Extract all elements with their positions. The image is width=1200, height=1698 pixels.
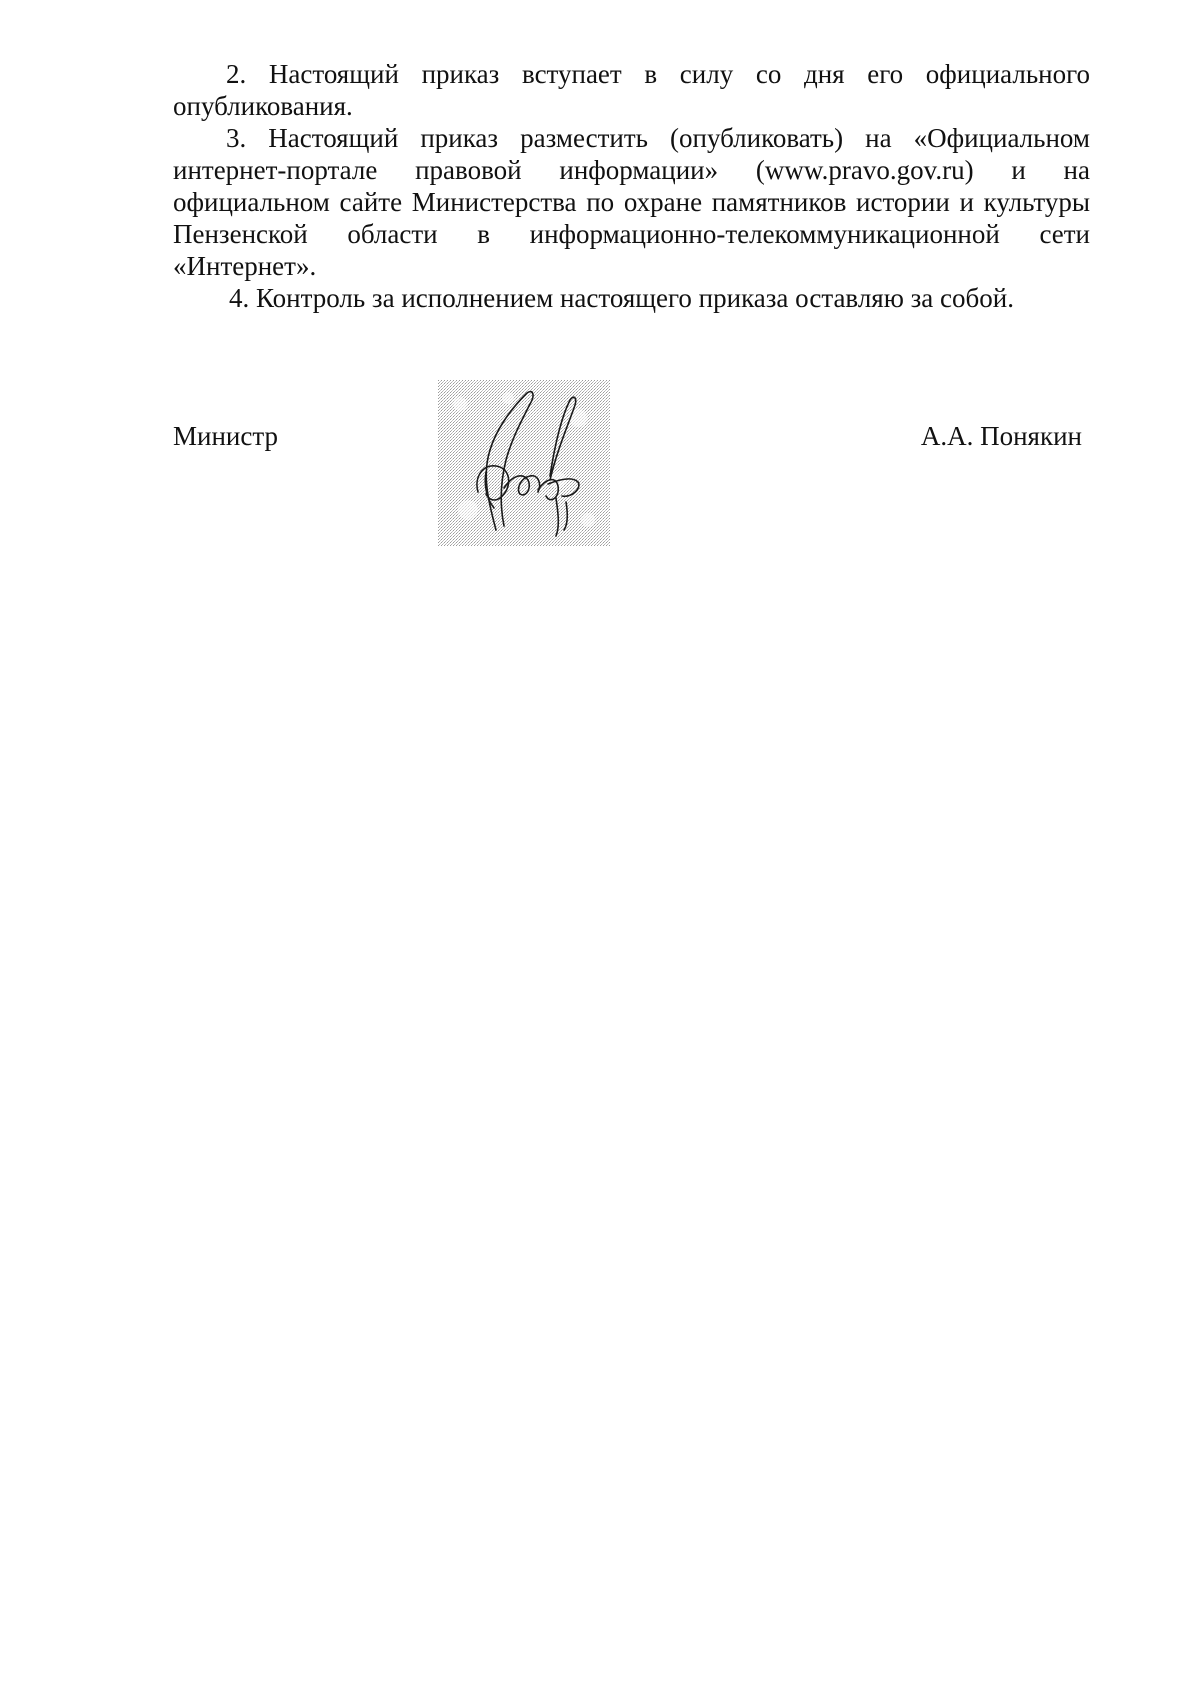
signer-name: А.А. Понякин — [920, 421, 1082, 451]
document-body — [173, 58, 1090, 314]
paragraph-item-2: 2. Настоящий приказ вступает в силу со дня его официального опубликования. — [173, 59, 1090, 121]
signer-position: Министр — [173, 421, 278, 451]
paragraph-item-4: 4. Контроль за исполнением настоящего приказа оставляю за собой. — [229, 283, 1014, 313]
signature-block — [173, 380, 1090, 560]
paragraph-item-3: 3. Настоящий приказ разместить (опубликовать) на «Официальном интернет-портале правовой информации» (www.pravo.gov.ru) и на официальном сайте Министерства по охране памятников истории и культуры Пензенской области в информационно-телекоммуникационной сети «Интернет». — [173, 123, 1090, 281]
handwritten-signature-image — [438, 380, 610, 546]
